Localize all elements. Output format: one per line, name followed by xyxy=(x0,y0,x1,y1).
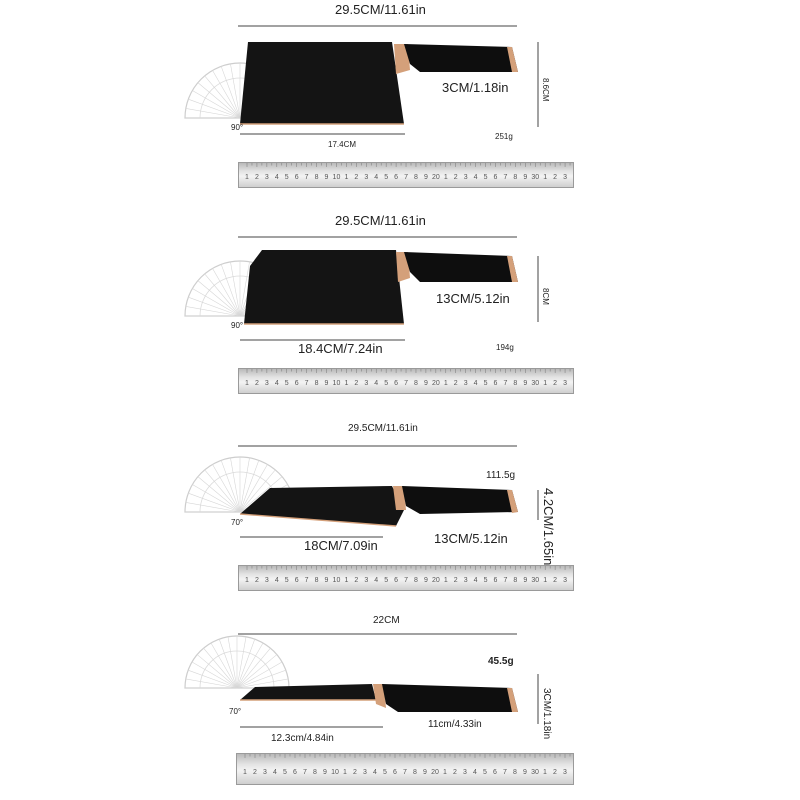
ruler-digit: 9 xyxy=(523,768,527,776)
chef-handle xyxy=(402,486,518,514)
ruler-digit: 10 xyxy=(331,768,339,776)
measuring-ruler xyxy=(236,753,574,785)
handle-length-label: 11cm/4.33in xyxy=(428,719,482,730)
ruler-digit: 3 xyxy=(363,768,367,776)
ruler-digit: 8 xyxy=(414,174,418,182)
ruler-digit: 4 xyxy=(473,768,477,776)
ruler-digit: 1 xyxy=(543,768,547,776)
knife-panel-nakiri xyxy=(0,210,800,410)
ruler-digit: 2 xyxy=(254,577,259,585)
nakiri-handle xyxy=(404,252,518,282)
ruler-digit: 7 xyxy=(304,577,309,585)
ruler-digit: 4 xyxy=(473,174,478,182)
ruler-digit: 8 xyxy=(413,768,417,776)
ruler-digit: 3 xyxy=(563,577,568,585)
ruler-digit: 6 xyxy=(493,174,498,182)
ruler-digit: 4 xyxy=(374,380,379,388)
ruler-digit: 2 xyxy=(354,577,359,585)
ruler-digit: 2 xyxy=(453,768,457,776)
handle-length-label: 13CM/5.12in xyxy=(434,531,508,546)
ruler-digit: 4 xyxy=(274,380,279,388)
angle-label: 90° xyxy=(231,123,244,132)
ruler-digit: 1 xyxy=(443,768,447,776)
height-label: 4.2CM/1.65in xyxy=(541,488,556,566)
ruler-digit: 5 xyxy=(384,577,389,585)
ruler-digit: 9 xyxy=(423,174,428,182)
ruler-digit: 7 xyxy=(404,380,408,388)
weight-label: 45.5g xyxy=(488,656,514,667)
ruler-digit: 3 xyxy=(263,768,267,776)
nakiri-blade xyxy=(244,250,404,324)
ruler-digit: 4 xyxy=(374,577,379,585)
ruler-digit: 2 xyxy=(553,174,558,182)
ruler-digit: 3 xyxy=(264,380,269,388)
ruler-digit: 3 xyxy=(463,380,468,388)
ruler-digit: 9 xyxy=(423,577,428,585)
cleaver-handle xyxy=(404,44,518,72)
ruler-digit: 30 xyxy=(531,768,539,776)
ruler-digit: 20 xyxy=(431,768,439,776)
ruler-digit: 3 xyxy=(463,577,468,585)
ruler-digit: 3 xyxy=(364,577,369,585)
ruler-digit: 8 xyxy=(314,174,319,182)
ruler-digit: 5 xyxy=(383,768,387,776)
ruler-digit: 4 xyxy=(473,380,478,388)
ruler-digit: 3 xyxy=(264,174,269,182)
ruler-digit: 9 xyxy=(523,577,528,585)
angle-label: 70° xyxy=(231,518,244,527)
ruler-digit: 9 xyxy=(523,380,528,388)
ruler-digit: 1 xyxy=(344,380,349,388)
ruler-digit: 1 xyxy=(443,380,448,388)
measuring-ruler xyxy=(238,368,574,394)
height-label: 3CM/1.18in xyxy=(541,688,552,740)
protractor-icon xyxy=(185,636,289,688)
ruler-digit: 7 xyxy=(503,174,508,182)
ruler-digit: 8 xyxy=(513,380,518,388)
utility-handle xyxy=(382,684,518,712)
ruler-digit: 6 xyxy=(294,577,299,585)
ruler-digit: 2 xyxy=(253,768,257,776)
ruler-digit: 6 xyxy=(393,768,397,776)
ruler-digit: 2 xyxy=(354,174,359,182)
total-length-label: 29.5CM/11.61in xyxy=(348,423,418,434)
ruler-digit: 3 xyxy=(364,380,369,388)
ruler-digit: 1 xyxy=(245,577,249,585)
ruler-digit: 10 xyxy=(332,380,341,388)
ruler-digit: 9 xyxy=(423,768,427,776)
ruler-digit: 5 xyxy=(483,174,488,182)
ruler-digit: 1 xyxy=(243,768,247,776)
ruler-digit: 6 xyxy=(293,768,297,776)
ruler-digit: 3 xyxy=(463,768,467,776)
handle-length-label: 13CM/5.12in xyxy=(436,291,510,306)
ruler-digit: 1 xyxy=(443,577,448,585)
ruler-digit: 2 xyxy=(453,380,458,388)
ruler-digit: 1 xyxy=(543,380,548,388)
ruler-digit: 2 xyxy=(553,380,558,388)
ruler-digit: 4 xyxy=(374,174,379,182)
ruler-digit: 7 xyxy=(503,380,508,388)
ruler-digit: 1 xyxy=(245,174,249,182)
knife-panel-utility xyxy=(0,600,800,800)
ruler-digit: 10 xyxy=(332,174,341,182)
ruler-digit: 7 xyxy=(404,577,408,585)
ruler-digit: 1 xyxy=(245,380,249,388)
ruler-digit: 2 xyxy=(254,380,259,388)
ruler-digit: 9 xyxy=(523,174,528,182)
ruler-digit: 9 xyxy=(324,380,329,388)
ruler-digit: 4 xyxy=(274,577,279,585)
ruler-digit: 6 xyxy=(394,174,399,182)
ruler-digit: 8 xyxy=(513,768,517,776)
ruler-digit: 1 xyxy=(543,174,548,182)
ruler-digit: 7 xyxy=(403,768,407,776)
ruler-digit: 2 xyxy=(553,768,557,776)
ruler-digit: 20 xyxy=(431,577,440,585)
ruler-digit: 2 xyxy=(453,577,458,585)
ruler-digit: 4 xyxy=(373,768,377,776)
ruler-digit: 7 xyxy=(304,174,309,182)
blade-length-label: 12.3cm/4.84in xyxy=(271,733,334,744)
ruler-digit: 2 xyxy=(553,577,558,585)
ruler-digit: 3 xyxy=(563,380,568,388)
ruler-digit: 5 xyxy=(283,768,287,776)
ruler-digit: 5 xyxy=(384,380,389,388)
measuring-ruler xyxy=(238,565,574,591)
weight-label: 194g xyxy=(496,343,514,352)
ruler-digit: 8 xyxy=(414,380,418,388)
ruler-digit: 8 xyxy=(314,380,319,388)
ruler-digit: 3 xyxy=(563,174,568,182)
ruler-digit: 2 xyxy=(254,174,259,182)
ruler-digit: 6 xyxy=(394,577,399,585)
ruler-digit: 5 xyxy=(483,768,487,776)
ruler-digit: 1 xyxy=(443,174,448,182)
ruler-digit: 7 xyxy=(303,768,307,776)
ruler-digit: 1 xyxy=(344,174,349,182)
ruler-digit: 5 xyxy=(284,380,289,388)
knife-panel-cleaver xyxy=(0,0,800,200)
blade-length-label: 17.4CM xyxy=(328,140,357,149)
ruler-digit: 1 xyxy=(344,577,349,585)
ruler-digit: 5 xyxy=(384,174,389,182)
ruler-digit: 8 xyxy=(314,577,319,585)
ruler-digit: 6 xyxy=(294,380,299,388)
ruler-digit: 6 xyxy=(294,174,299,182)
ruler-digit: 5 xyxy=(483,577,488,585)
handle-length-label: 3CM/1.18in xyxy=(442,80,509,95)
ruler-digit: 7 xyxy=(304,380,309,388)
ruler-digit: 8 xyxy=(313,768,317,776)
ruler-digit: 8 xyxy=(513,577,518,585)
ruler-digit: 3 xyxy=(563,768,567,776)
measuring-ruler xyxy=(238,162,574,188)
angle-label: 90° xyxy=(231,321,244,330)
ruler-digit: 30 xyxy=(531,577,540,585)
ruler-digit: 30 xyxy=(531,174,540,182)
ruler-digit: 6 xyxy=(493,577,498,585)
utility-blade xyxy=(240,684,376,700)
ruler-digit: 3 xyxy=(264,577,269,585)
ruler-digit: 6 xyxy=(493,380,498,388)
ruler-digit: 6 xyxy=(493,768,497,776)
ruler-digit: 30 xyxy=(531,380,540,388)
ruler-digit: 20 xyxy=(431,380,440,388)
ruler-digit: 5 xyxy=(284,577,289,585)
ruler-digit: 5 xyxy=(284,174,289,182)
ruler-digit: 7 xyxy=(503,577,508,585)
ruler-digit: 8 xyxy=(513,174,518,182)
total-length-label: 29.5CM/11.61in xyxy=(335,213,426,228)
ruler-digit: 1 xyxy=(343,768,347,776)
ruler-digit: 9 xyxy=(323,768,327,776)
knife-panel-chef xyxy=(0,410,800,610)
ruler-digit: 2 xyxy=(453,174,458,182)
ruler-digit: 4 xyxy=(273,768,277,776)
ruler-digit: 9 xyxy=(324,174,329,182)
total-length-label: 22CM xyxy=(373,615,400,626)
height-label: 8CM xyxy=(541,288,550,305)
angle-label: 70° xyxy=(229,707,242,716)
ruler-digit: 7 xyxy=(503,768,507,776)
blade-length-label: 18.4CM/7.24in xyxy=(298,341,383,356)
ruler-digit: 2 xyxy=(354,380,359,388)
ruler-digit: 4 xyxy=(274,174,279,182)
height-label: 8.6CM xyxy=(541,78,550,102)
ruler-digit: 4 xyxy=(473,577,478,585)
ruler-digit: 9 xyxy=(324,577,329,585)
ruler-digit: 9 xyxy=(423,380,428,388)
weight-label: 111.5g xyxy=(486,470,516,481)
cleaver-blade xyxy=(240,42,404,124)
ruler-digit: 5 xyxy=(483,380,488,388)
ruler-digit: 6 xyxy=(394,380,399,388)
ruler-digit: 1 xyxy=(543,577,548,585)
ruler-digit: 20 xyxy=(431,174,440,182)
ruler-digit: 8 xyxy=(414,577,418,585)
ruler-digit: 10 xyxy=(332,577,341,585)
ruler-digit: 3 xyxy=(463,174,468,182)
weight-label: 251g xyxy=(495,132,513,141)
ruler-digit: 2 xyxy=(353,768,357,776)
ruler-digit: 3 xyxy=(364,174,369,182)
ruler-digit: 7 xyxy=(404,174,408,182)
blade-length-label: 18CM/7.09in xyxy=(304,538,378,553)
total-length-label: 29.5CM/11.61in xyxy=(335,2,426,17)
